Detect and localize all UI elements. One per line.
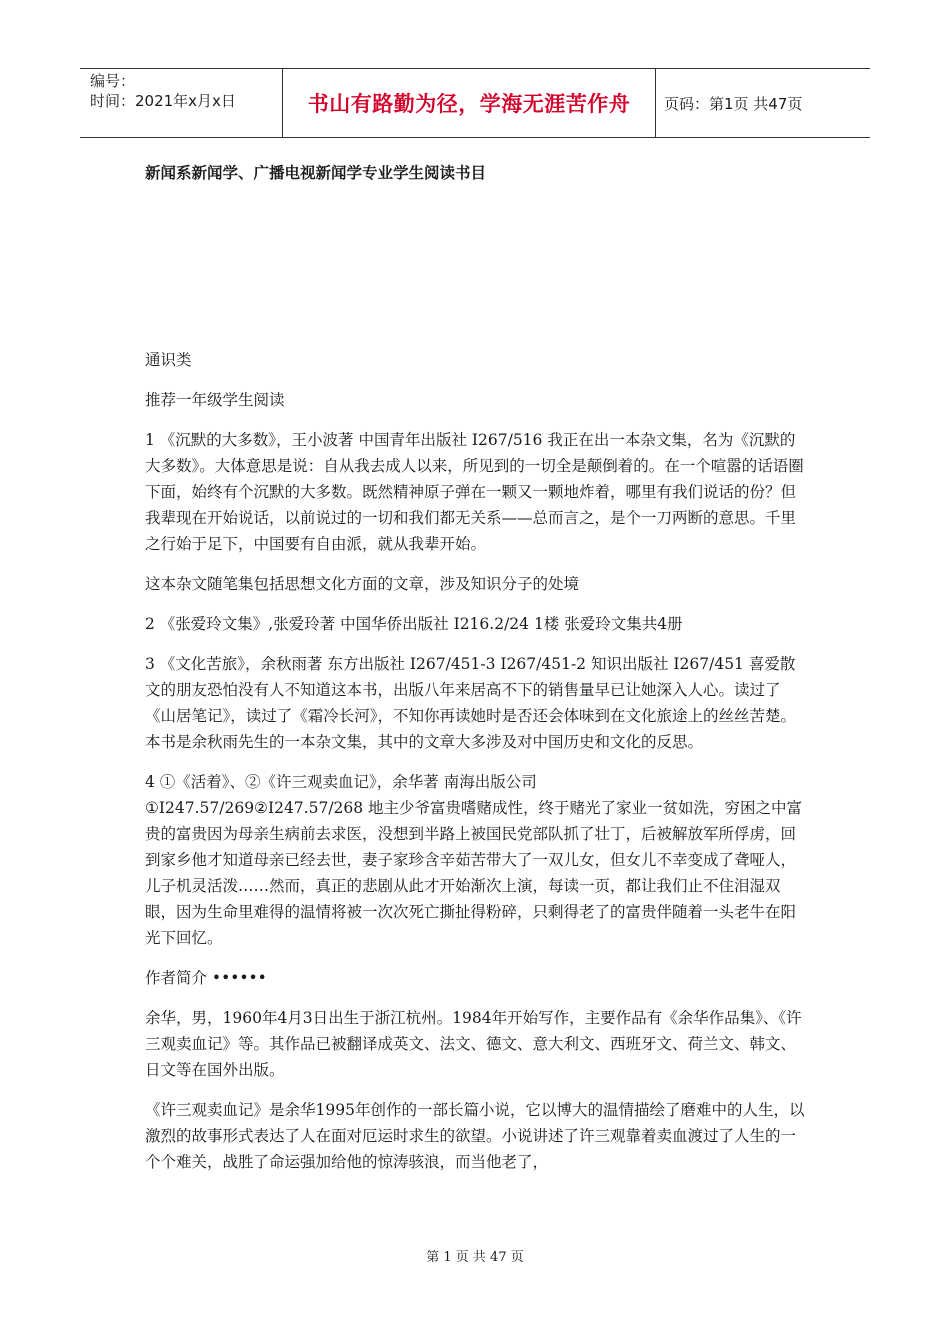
- author-intro-heading: 作者简介 ••••••: [145, 969, 267, 987]
- book-entry-1: 1 《沉默的大多数》，王小波著 中国青年出版社 I267/516 我正在出一本杂文集，名为《沉默的大多数》。大体意思是说：自从我去成人以来，所见到的一切全是颠倒着的。在一个喧嚣的话语圈下面，始终有个沉默的大多数。既然精神原子弹在一颗又一颗地炸着，哪里有我们说话的份？但我辈现在开始说话，以前说过的一切和我们都无关系——总而言之，是个一刀两断的意思。千里之行始于足下，中国要有自由派，就从我辈开始。: [145, 431, 804, 553]
- book-entry-4: 4 ①《活着》、②《许三观卖血记》，余华著 南海出版公司: [145, 773, 537, 791]
- header-motto: 书山有路勤为径，学海无涯苦作舟: [282, 69, 656, 137]
- document-title: 新闻系新闻学、广播电视新闻学专业学生阅读书目: [145, 163, 487, 182]
- paragraph: 《许三观卖血记》是余华1995年创作的一部长篇小说，它以博大的温情描绘了磨难中的人生，以激烈的故事形式表达了人在面对厄运时求生的欲望。小说讲述了许三观靠着卖血渡过了人生的一个个难关，战胜了命运强加给他的惊涛骇浪，而当他老了，: [145, 1101, 805, 1171]
- page-footer: 第 1 页 共 47 页: [426, 1250, 524, 1265]
- header-number: 编号：: [90, 72, 136, 90]
- subsection-heading: 推荐一年级学生阅读: [145, 391, 285, 409]
- book-entry-2: 2 《张爱玲文集》,张爱玲著 中国华侨出版社 I216.2/24 1楼 张爱玲文集共4册: [145, 615, 683, 633]
- section-heading: 通识类: [145, 351, 192, 369]
- header-time: 时间：2021年x月x日: [90, 92, 236, 110]
- header-page-info: 页码：第1页 共47页: [664, 94, 803, 113]
- header-meta: [80, 69, 282, 137]
- book-entry-4-description: ①I247.57/269②I247.57/268 地主少爷富贵嗜赌成性，终于赌光了家业一贫如洗，穷困之中富贵的富贵因为母亲生病前去求医，没想到半路上被国民党部队抓了壮丁，后被解放军所俘虏，回到家乡他才知道母亲已经去世，妻子家珍含辛茹苦带大了一双儿女，但女儿不幸变成了聋哑人，儿子机灵活泼……然而，真正的悲剧从此才开始渐次上演，每读一页，都让我们止不住泪湿双眼，因为生命里难得的温情将被一次次死亡撕扯得粉碎，只剩得老了的富贵伴随着一头老牛在阳光下回忆。: [145, 799, 803, 947]
- page-header: [80, 68, 870, 138]
- paragraph: 这本杂文随笔集包括思想文化方面的文章，涉及知识分子的处境: [145, 575, 580, 593]
- author-intro: 余华，男，1960年4月3日出生于浙江杭州。1984年开始写作，主要作品有《余华作品集》、《许三观卖血记》等。其作品已被翻译成英文、法文、德文、意大利文、西班牙文、荷兰文、韩文、日文等在国外出版。: [145, 1009, 802, 1079]
- book-entry-3: 3 《文化苦旅》，余秋雨著 东方出版社 I267/451-3 I267/451-2 知识出版社 I267/451 喜爱散文的朋友恐怕没有人不知道这本书，出版八年来居高不下的销售量早已让她深入人心。读过了《山居笔记》，读过了《霜冷长河》，不知你再读她时是否还会体味到在文化旅途上的丝丝苦楚。本书是余秋雨先生的一本杂文集，其中的文章大多涉及对中国历史和文化的反思。: [145, 655, 797, 751]
- document-body: [145, 347, 805, 1189]
